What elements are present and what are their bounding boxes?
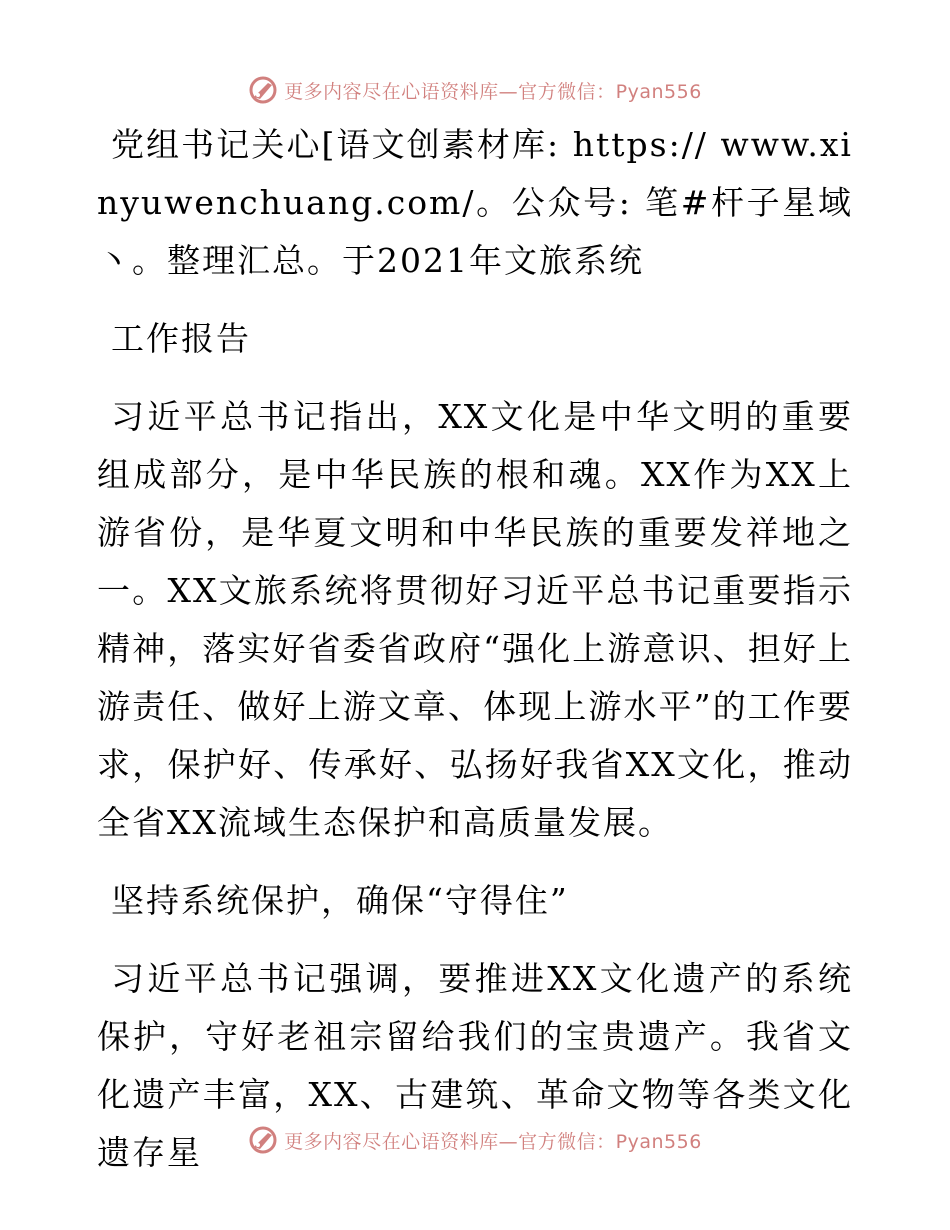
document-title-line: 党组书记关心[语文创素材库: https:// www.xinyuwenchuang.com/。公众号: 笔#杆子星域丶。整理汇总。于2021年文旅系统 [97,125,853,280]
watermark-text: 更多内容尽在心语资料库—官方微信：Pyan556 [284,80,702,103]
paragraph-protection: 习近平总书记强调，要推进XX文化遗产的系统保护，守好老祖宗留给我们的宝贵遗产。我省文化遗产丰富，XX、古建筑、革命文物等各类文化遗存星 [97,959,853,1172]
section-heading: 坚持系统保护，确保“守得住” [111,881,569,920]
watermark-header [0,70,950,110]
pen-logo-icon [248,1125,278,1155]
watermark-footer [0,1120,950,1160]
pen-logo-icon [248,75,278,105]
document-subtitle: 工作报告 [111,319,251,358]
watermark-text: 更多内容尽在心语资料库—官方微信：Pyan556 [284,1130,702,1153]
paragraph-intro: 习近平总书记指出，XX文化是中华文明的重要组成部分，是中华民族的根和魂。XX作为XX上游省份，是华夏文明和中华民族的重要发祥地之一。XX文旅系统将贯彻好习近平总书记重要指示精神，落实好省委省政府“强化上游意识、担好上游责任、做好上游文章、体现上游水平”的工作要求，保护好、传承好、弘扬好我省XX文化，推动全省XX流域生态保护和高质量发展。 [97,397,853,842]
document-body [97,116,853,1182]
